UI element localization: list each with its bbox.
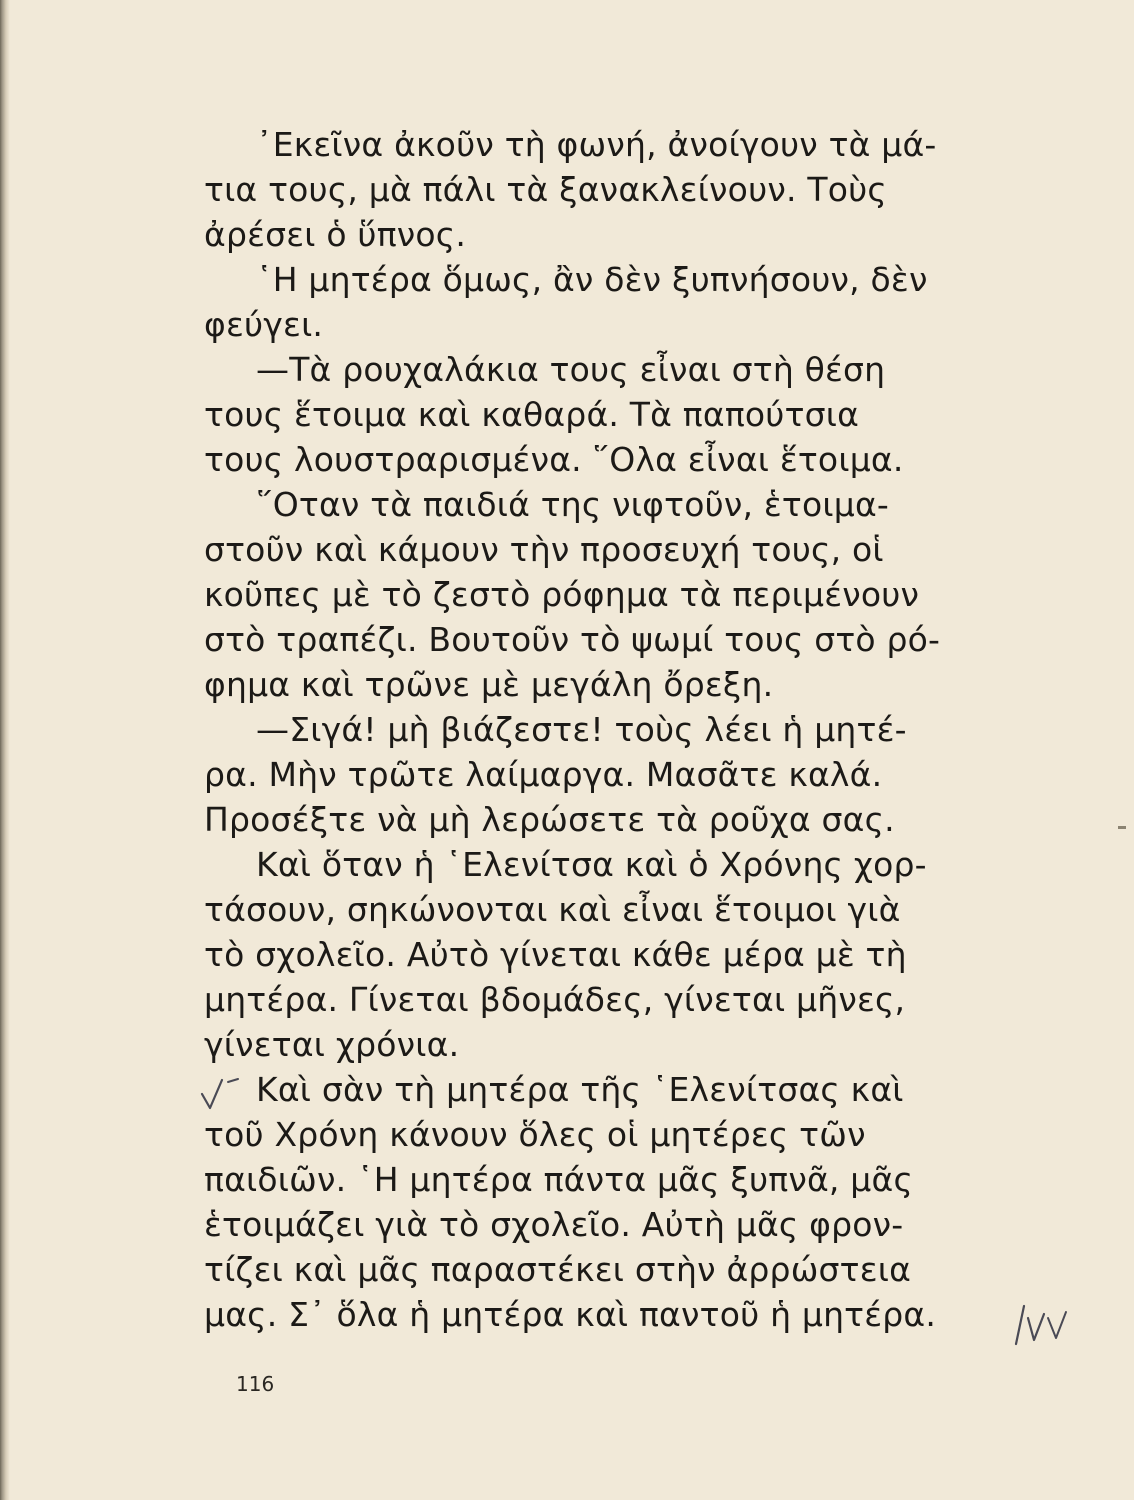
text-line-19: τὸ σχολεῖο. Αὐτὸ γίνεται κάθε μέρα μὲ τὴ: [204, 935, 907, 974]
text-line-8: τους λουστραρισμένα. ῞Ολα εἶναι ἕτοιμα.: [204, 440, 904, 479]
text-line-13: φημα καὶ τρῶνε μὲ μεγάλη ὄρεξη.: [204, 665, 774, 704]
text-line-24: παιδιῶν. ῾Η μητέρα πάντα μᾶς ξυπνᾶ, μᾶς: [204, 1160, 914, 1199]
margin-mark: [1118, 826, 1126, 829]
text-line-16: Προσέξτε νὰ μὴ λερώσετε τὰ ροῦχα σας.: [204, 800, 895, 839]
text-line-20: μητέρα. Γίνεται βδομάδες, γίνεται μῆνες,: [204, 980, 906, 1019]
page-gutter-shadow: [0, 0, 10, 1500]
page-text-block: [204, 122, 1024, 1337]
text-line-17: Καὶ ὅταν ἡ ῾Ελενίτσα καὶ ὁ Χρόνης χορ-: [256, 845, 927, 884]
handwritten-initials-icon: [1010, 1300, 1074, 1350]
text-line-21: γίνεται χρόνια.: [204, 1025, 460, 1064]
text-line-18: τάσουν, σηκώνονται καὶ εἶναι ἕτοιμοι γιὰ: [204, 890, 901, 929]
text-line-6: —Τὰ ρουχαλάκια τους εἶναι στὴ θέση: [256, 350, 886, 389]
text-line-4: ῾Η μητέρα ὅμως, ἂν δὲν ξυπνήσουν, δὲν: [256, 260, 928, 299]
text-line-10: στοῦν καὶ κάμουν τὴν προσευχή τους, οἱ: [204, 530, 884, 569]
text-line-3: ἀρέσει ὁ ὕπνος.: [204, 215, 467, 254]
text-line-22: Καὶ σὰν τὴ μητέρα τῆς ῾Ελενίτσας καὶ: [256, 1070, 904, 1109]
text-line-26: τίζει καὶ μᾶς παραστέκει στὴν ἀρρώστεια: [204, 1250, 912, 1289]
text-line-27: μας. Σ᾿ ὅλα ἡ μητέρα καὶ παντοῦ ἡ μητέρα.: [204, 1295, 937, 1334]
handwritten-checkmark-icon: [198, 1074, 242, 1114]
text-line-2: τια τους, μὰ πάλι τὰ ξανακλείνουν. Τοὺς: [204, 170, 887, 209]
text-line-15: ρα. Μὴν τρῶτε λαίμαργα. Μασᾶτε καλά.: [204, 755, 883, 794]
text-line-14: —Σιγά! μὴ βιάζεστε! τοὺς λέει ἡ μητέ-: [256, 710, 907, 749]
text-line-7: τους ἕτοιμα καὶ καθαρά. Τὰ παπούτσια: [204, 395, 860, 434]
text-line-5: φεύγει.: [204, 305, 324, 344]
text-line-11: κοῦπες μὲ τὸ ζεστὸ ρόφημα τὰ περιμένουν: [204, 575, 920, 614]
text-line-12: στὸ τραπέζι. Βουτοῦν τὸ ψωμί τους στὸ ρό-: [204, 620, 941, 659]
text-line-23: τοῦ Χρόνη κάνουν ὅλες οἱ μητέρες τῶν: [204, 1115, 866, 1154]
page-number: 116: [236, 1372, 275, 1396]
text-line-1: ᾿Εκεῖνα ἀκοῦν τὴ φωνή, ἀνοίγουν τὰ μά-: [256, 125, 937, 164]
text-line-25: ἑτοιμάζει γιὰ τὸ σχολεῖο. Αὐτὴ μᾶς φρον-: [204, 1205, 904, 1244]
text-line-9: ῞Οταν τὰ παιδιά της νιφτοῦν, ἑτοιμα-: [256, 485, 890, 524]
